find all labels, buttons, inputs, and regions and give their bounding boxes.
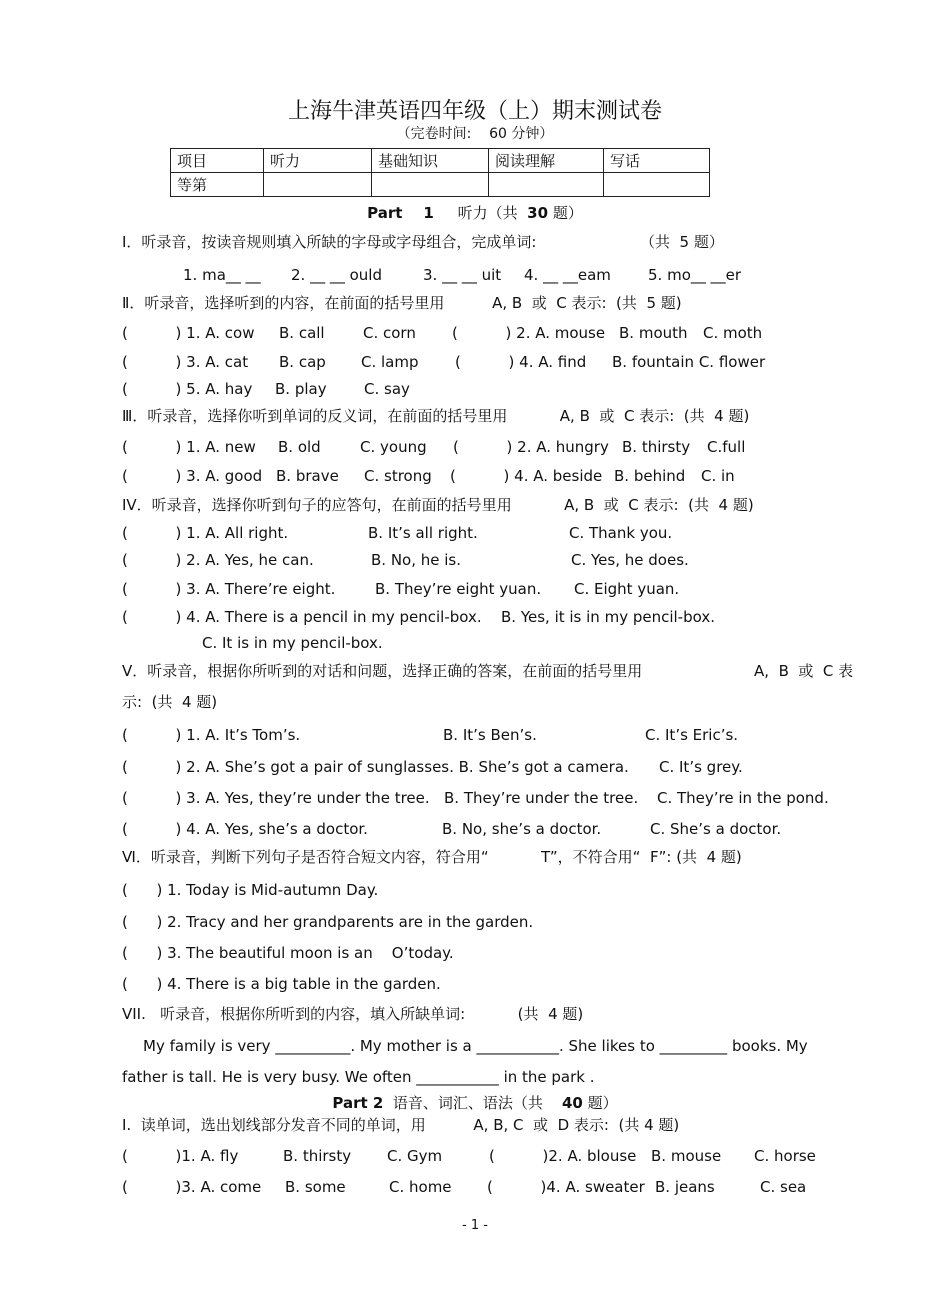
option: C. home <box>389 1178 452 1196</box>
option: B. thirsty <box>283 1147 352 1165</box>
option: B. play <box>275 380 327 398</box>
score-table-cell: 基础知识 <box>372 149 489 173</box>
option: ( ) 1. A. cow <box>122 324 255 342</box>
option: B. jeans <box>655 1178 715 1196</box>
sec5-instruction-tail: A, B 或 C 表 <box>754 662 854 680</box>
score-table-empty-cell[interactable] <box>264 173 372 197</box>
option: B. They’re eight yuan. <box>375 580 542 598</box>
page-title: 上海牛津英语四年级（上）期末测试卷 <box>287 99 662 124</box>
option: B. cap <box>279 353 326 371</box>
option: C. in <box>701 467 735 485</box>
option: B. mouse <box>651 1147 722 1165</box>
cloze-line: father is tall. He is very busy. We often ___________ in the park . <box>122 1068 595 1086</box>
option: C. Thank you. <box>569 524 673 542</box>
sec1-item: 3. __ __ uit <box>423 266 502 284</box>
sec2-instruction: Ⅱ．听录音，选择听到的内容，在前面的括号里用 A, B 或 C 表示: (共 5 题) <box>122 294 682 312</box>
page-number: - 1 - <box>462 1218 488 1233</box>
option: ( ) 2. A. hungry <box>453 438 609 456</box>
sec7-instruction: VII. 听录音，根据你所听到的内容，填入所缺单词: (共 4 题) <box>122 1005 584 1023</box>
option: C. lamp <box>361 353 419 371</box>
option: C. Eight yuan. <box>574 580 680 598</box>
score-table-header-row <box>171 149 710 173</box>
judge-item: ( ) 3. The beautiful moon is an O’today. <box>122 944 454 962</box>
score-table-cell: 写话 <box>604 149 710 173</box>
option: ( ) 4. A. beside <box>450 467 603 485</box>
score-table-cell: 阅读理解 <box>489 149 604 173</box>
option: B. call <box>279 324 325 342</box>
option: C. Gym <box>387 1147 443 1165</box>
option: ( ) 4. A. There is a pencil in my pencil-box. <box>122 608 482 626</box>
option: ( ) 2. A. mouse <box>452 324 606 342</box>
option: ( ) 3. A. Yes, they’re under the tree. <box>122 789 430 807</box>
sec1-instruction: Ⅰ．听录音，按读音规则填入所缺的字母或字母组合，完成单词: <box>122 233 537 251</box>
option: ( )2. A. blouse <box>489 1147 637 1165</box>
option: C. She’s a doctor. <box>650 820 782 838</box>
option: C. corn <box>363 324 416 342</box>
sec3-instruction: Ⅲ．听录音，选择你听到单词的反义词，在前面的括号里用 A, B 或 C 表示: (共 4 题) <box>122 407 750 425</box>
option: B. fountain C. flower <box>612 353 766 371</box>
option: ( ) 3. A. good <box>122 467 263 485</box>
option: ( ) 1. A. new <box>122 438 256 456</box>
sec1-item: 2. __ __ ould <box>291 266 382 284</box>
p2sec1-instruction: I. 读单词，选出划线部分发音不同的单词，用 A, B, C 或 D 表示: (共 4 题) <box>122 1116 680 1134</box>
score-table-empty-cell[interactable] <box>604 173 710 197</box>
option: B. thirsty <box>622 438 691 456</box>
option: B. It’s Ben’s. <box>443 726 537 744</box>
option: B. behind <box>614 467 686 485</box>
option: C. sea <box>760 1178 807 1196</box>
sec5-instruction-cont: 示: (共 4 题) <box>122 693 218 711</box>
judge-item: ( ) 1. Today is Mid-autumn Day. <box>122 881 379 899</box>
option: C. say <box>364 380 410 398</box>
part2-heading: Part 2 语音、词汇、语法（共 40 题） <box>332 1094 618 1112</box>
score-table-cell: 听力 <box>264 149 372 173</box>
option: ( ) 2. A. Yes, he can. <box>122 551 314 569</box>
part1-heading: Part 1 听力（共 30 题） <box>367 204 583 222</box>
option: ( )3. A. come <box>122 1178 262 1196</box>
option: B. mouth <box>619 324 688 342</box>
option: B. It’s all right. <box>368 524 478 542</box>
option: C. strong <box>364 467 432 485</box>
score-table-grade-row <box>171 173 710 197</box>
option: C.full <box>707 438 746 456</box>
sec5-instruction: Ⅴ．听录音，根据你所听到的对话和问题，选择正确的答案，在前面的括号里用 <box>122 662 643 680</box>
option: ( ) 2. A. She’s got a pair of sunglasses. B. She’s got a camera. <box>122 758 629 776</box>
sec1-item: 5. mo__ __er <box>648 266 742 284</box>
judge-item: ( ) 4. There is a big table in the garden. <box>122 975 441 993</box>
option: C. horse <box>754 1147 816 1165</box>
option: B. No, she’s a doctor. <box>442 820 602 838</box>
option: B. old <box>278 438 321 456</box>
sec1-count: （共 5 题） <box>640 233 724 251</box>
option: B. No, he is. <box>371 551 462 569</box>
sec1-item: 1. ma__ __ <box>183 266 261 284</box>
option: ( ) 5. A. hay <box>122 380 253 398</box>
sec1-item: 4. __ __eam <box>524 266 611 284</box>
option: C. It is in my pencil-box. <box>202 634 383 652</box>
judge-item: ( ) 2. Tracy and her grandparents are in the garden. <box>122 913 534 931</box>
score-table-cell: 等第 <box>171 173 264 197</box>
option: ( ) 1. A. All right. <box>122 524 289 542</box>
option: C. Yes, he does. <box>571 551 689 569</box>
exam-duration: （完卷时间: 60 分钟） <box>396 126 554 142</box>
sec6-instruction: Ⅵ．听录音，判断下列句子是否符合短文内容，符合用“ T”，不符合用“ F”: (共 4 题) <box>122 848 742 866</box>
option: C. It’s Eric’s. <box>645 726 739 744</box>
score-table-empty-cell[interactable] <box>489 173 604 197</box>
option: C. It’s grey. <box>659 758 743 776</box>
option: B. some <box>285 1178 346 1196</box>
option: ( ) 1. A. It’s Tom’s. <box>122 726 301 744</box>
option: C. young <box>360 438 427 456</box>
score-table <box>170 148 710 197</box>
option: ( ) 3. A. There’re eight. <box>122 580 336 598</box>
option: ( ) 4. A. Yes, she’s a doctor. <box>122 820 368 838</box>
option: ( )1. A. fly <box>122 1147 239 1165</box>
option: C. They’re in the pond. <box>657 789 829 807</box>
score-table-cell: 项目 <box>171 149 264 173</box>
option: ( ) 4. A. find <box>455 353 587 371</box>
option: C. moth <box>703 324 763 342</box>
option: B. Yes, it is in my pencil-box. <box>501 608 715 626</box>
option: ( ) 3. A. cat <box>122 353 249 371</box>
option: ( )4. A. sweater <box>487 1178 645 1196</box>
option: B. They’re under the tree. <box>444 789 639 807</box>
cloze-line: My family is very __________. My mother is a ___________. She likes to _________ books. My <box>143 1037 808 1055</box>
score-table-empty-cell[interactable] <box>372 173 489 197</box>
option: B. brave <box>276 467 339 485</box>
sec4-instruction: IV．听录音，选择你听到句子的应答句，在前面的括号里用 A, B 或 C 表示: (共 4 题) <box>122 496 754 514</box>
